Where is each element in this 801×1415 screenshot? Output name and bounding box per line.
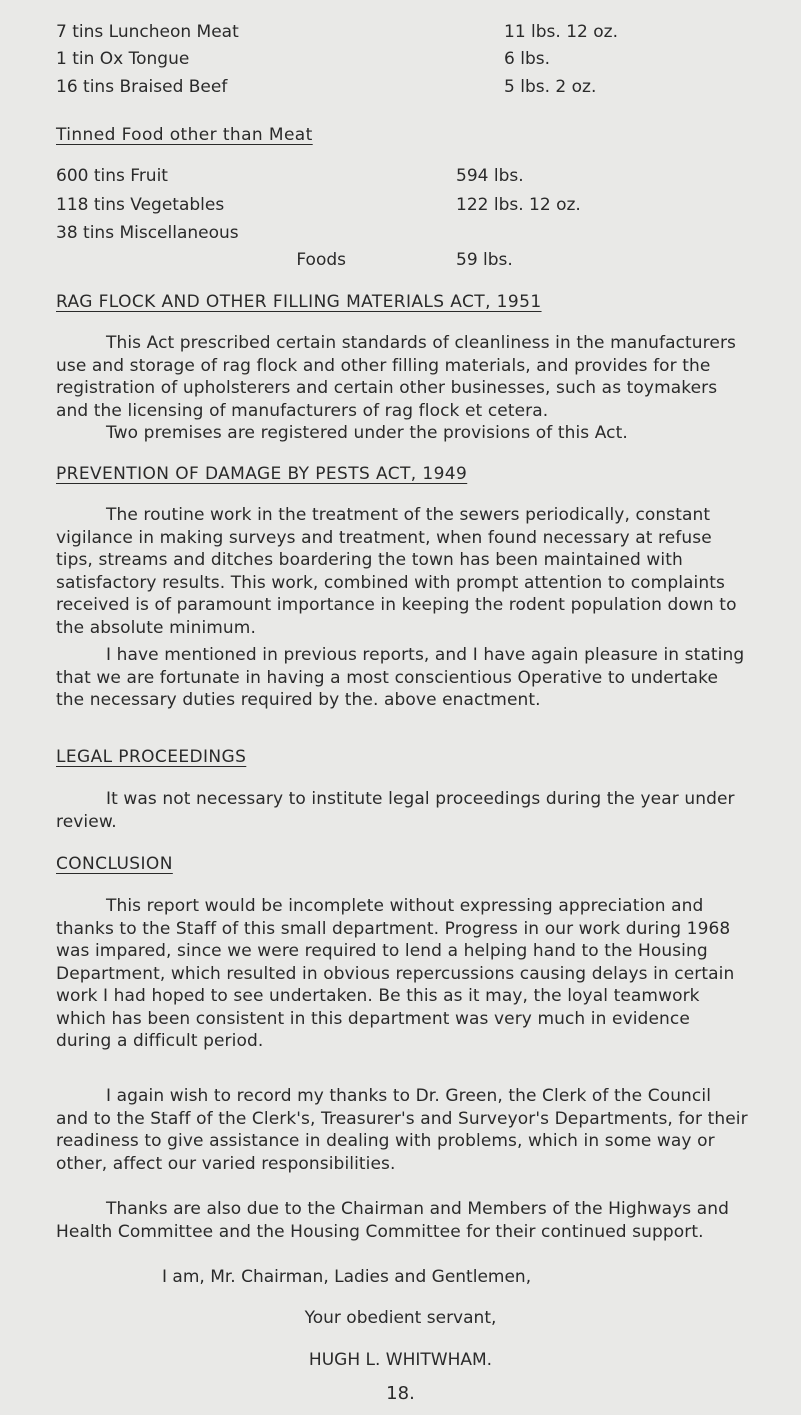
food-weight: 59 lbs. (456, 250, 513, 270)
section-heading: CONCLUSION (56, 854, 173, 874)
paragraph: This Act prescribed certain standards of cleanliness in the manufacturers use and storage of rag flock and other filling materials, and provides for the registration of upholsterers and certain other businesses, such as toymakers and the licensing of manufacturers of rag flock et cetera. (56, 333, 737, 421)
paragraph: The routine work in the treatment of the sewers periodically, constant vigilance in making surveys and treatment, when found necessary at refuse tips, streams and ditches boardering the town has been maintained with satisfactory results. This work, combined with prompt attention to complaints received is of paramount importance in keeping the rodent population down to the absolute minimum. (56, 505, 737, 638)
salutation: I am, Mr. Chairman, Ladies and Gentlemen, (162, 1267, 532, 1287)
food-weight: 594 lbs. (456, 166, 524, 186)
paragraph: This report would be incomplete without expressing appreciation and thanks to the Staff of this small department. Progress in our work during 1968 was impared, since we were required to lend a helping hand to the Housing Department, which resulted in obvious repercussions causing delays in certain work I had hoped to see undertaken. Be this as it may, the loyal teamwork which has been consistent in this department was very much in evidence during a difficult period. (56, 896, 735, 1051)
food-item: 1 tin Ox Tongue (56, 49, 190, 69)
food-item: 16 tins Braised Beef (56, 77, 228, 97)
food-item: 38 tins Miscellaneous (56, 223, 239, 243)
paragraph: I again wish to record my thanks to Dr. Green, the Clerk of the Council and to the Staff of the Clerk's, Treasurer's and Surveyor's Departments, for their readiness to give assistance in dealing with problems, which in some way or other, affect our varied responsibilities. (56, 1086, 748, 1174)
food-item: 118 tins Vegetables (56, 195, 225, 215)
list-item (0, 249, 801, 271)
section-heading: RAG FLOCK AND OTHER FILLING MATERIALS ACT, 1951 (56, 292, 542, 312)
paragraph: I have mentioned in previous reports, and I have again pleasure in stating that we are fortunate in having a most conscientious Operative to undertake the necessary duties required by the. above enactment. (56, 645, 745, 710)
paragraph: Two premises are registered under the provisions of this Act. (106, 423, 628, 443)
food-weight: 11 lbs. 12 oz. (504, 22, 618, 42)
valediction: Your obedient servant, (304, 1308, 497, 1328)
page-number: 18. (386, 1383, 415, 1404)
signature: HUGH L. WHITWHAM. (308, 1350, 493, 1370)
food-weight: 122 lbs. 12 oz. (456, 195, 581, 215)
food-item: 600 tins Fruit (56, 166, 168, 186)
food-weight: 6 lbs. (504, 49, 550, 69)
food-item: 7 tins Luncheon Meat (56, 22, 239, 42)
paragraph: It was not necessary to institute legal proceedings during the year under review. (56, 789, 735, 832)
food-weight: 5 lbs. 2 oz. (504, 77, 597, 97)
paragraph: Thanks are also due to the Chairman and Members of the Highways and Health Committee and the Housing Committee for their continued support. (56, 1199, 730, 1242)
section-heading: Tinned Food other than Meat (56, 125, 313, 145)
section-heading: LEGAL PROCEEDINGS (56, 747, 247, 767)
food-item: Foods (296, 250, 346, 270)
section-heading: PREVENTION OF DAMAGE BY PESTS ACT, 1949 (56, 464, 468, 484)
